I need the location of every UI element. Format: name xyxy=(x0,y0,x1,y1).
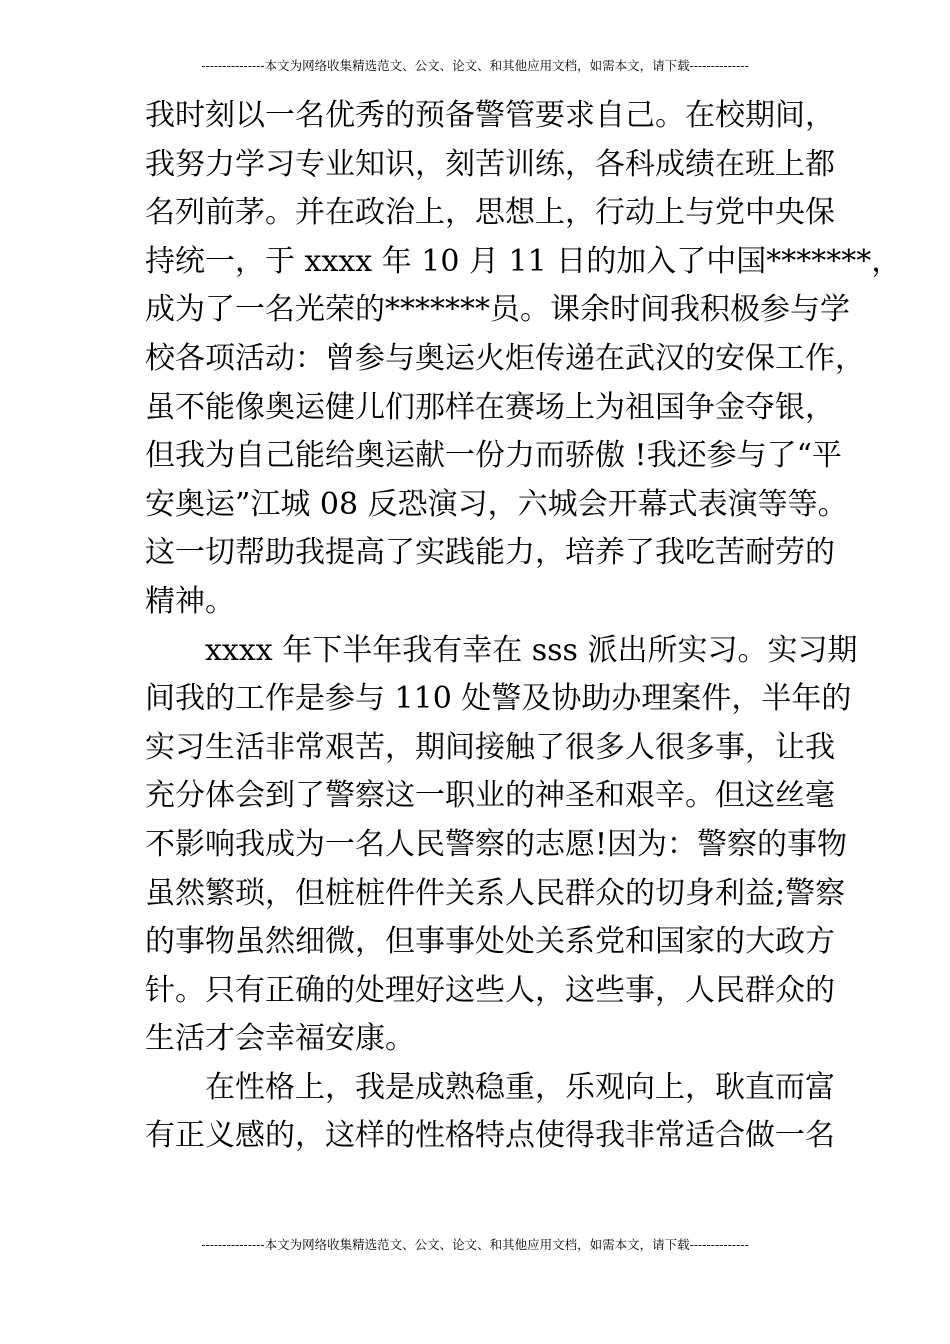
text-line: 虽不能像奥运健儿们那样在赛场上为祖国争金夺银， xyxy=(145,389,835,425)
text-line: 充分体会到了警察这一职业的神圣和艰辛。但这丝毫 xyxy=(145,778,835,814)
page-header: ---------------本文为网络收集精选范文、公文、论文、和其他应用文档，如需本文，请下载-------------- xyxy=(201,58,749,73)
text-line: 生活才会幸福安康。 xyxy=(145,1021,415,1057)
text-line: 安奥运”江城 08 反恐演习，六城会开幕式表演等等。 xyxy=(145,486,848,522)
text-line: 成为了一名光荣的*******员。课余时间我积极参与学 xyxy=(145,292,850,328)
document-body xyxy=(145,92,902,1161)
text-line: 针。只有正确的处理好这些人，这些事，人民群众的 xyxy=(145,972,835,1008)
text-line: 有正义感的，这样的性格特点使得我非常适合做一名 xyxy=(145,1118,835,1154)
paragraph-1 xyxy=(145,92,902,627)
text-line: 持统一，于 xxxx 年 10 月 11 日的加入了中国*******， xyxy=(145,243,902,279)
page-footer: ---------------本文为网络收集精选范文、公文、论文、和其他应用文档，如需本文，请下载-------------- xyxy=(201,1237,749,1252)
text-line: 校各项活动：曾参与奥运火炬传递在武汉的安保工作， xyxy=(145,340,865,376)
text-line: 实习生活非常艰苦，期间接触了很多人很多事，让我 xyxy=(145,729,835,765)
text-line: 名列前茅。并在政治上，思想上，行动上与党中央保 xyxy=(145,195,835,231)
text-line: 我时刻以一名优秀的预备警管要求自己。在校期间， xyxy=(145,98,835,133)
text-line: 这一切帮助我提高了实践能力，培养了我吃苦耐劳的 xyxy=(145,535,835,571)
text-line: 我努力学习专业知识，刻苦训练，各科成绩在班上都 xyxy=(145,146,835,182)
paragraph-2 xyxy=(145,627,858,1064)
text-line: 精神。 xyxy=(145,583,235,619)
text-line: 的事物虽然细微，但事事处处关系党和国家的大政方 xyxy=(145,924,835,960)
text-line: 但我为自己能给奥运献一份力而骄傲 !我还参与了“平 xyxy=(145,438,842,474)
text-line: 在性格上，我是成熟稳重，乐观向上，耿直而富 xyxy=(205,1069,835,1105)
paragraph-3 xyxy=(145,1064,835,1161)
text-line: 不影响我成为一名人民警察的志愿!因为：警察的事物 xyxy=(145,826,848,862)
text-line: 间我的工作是参与 110 处警及协助办理案件，半年的 xyxy=(145,681,852,717)
text-line: 虽然繁琐，但桩桩件件关系人民群众的切身利益;警察 xyxy=(145,875,846,911)
text-line: xxxx 年下半年我有幸在 sss 派出所实习。实习期 xyxy=(205,632,858,668)
